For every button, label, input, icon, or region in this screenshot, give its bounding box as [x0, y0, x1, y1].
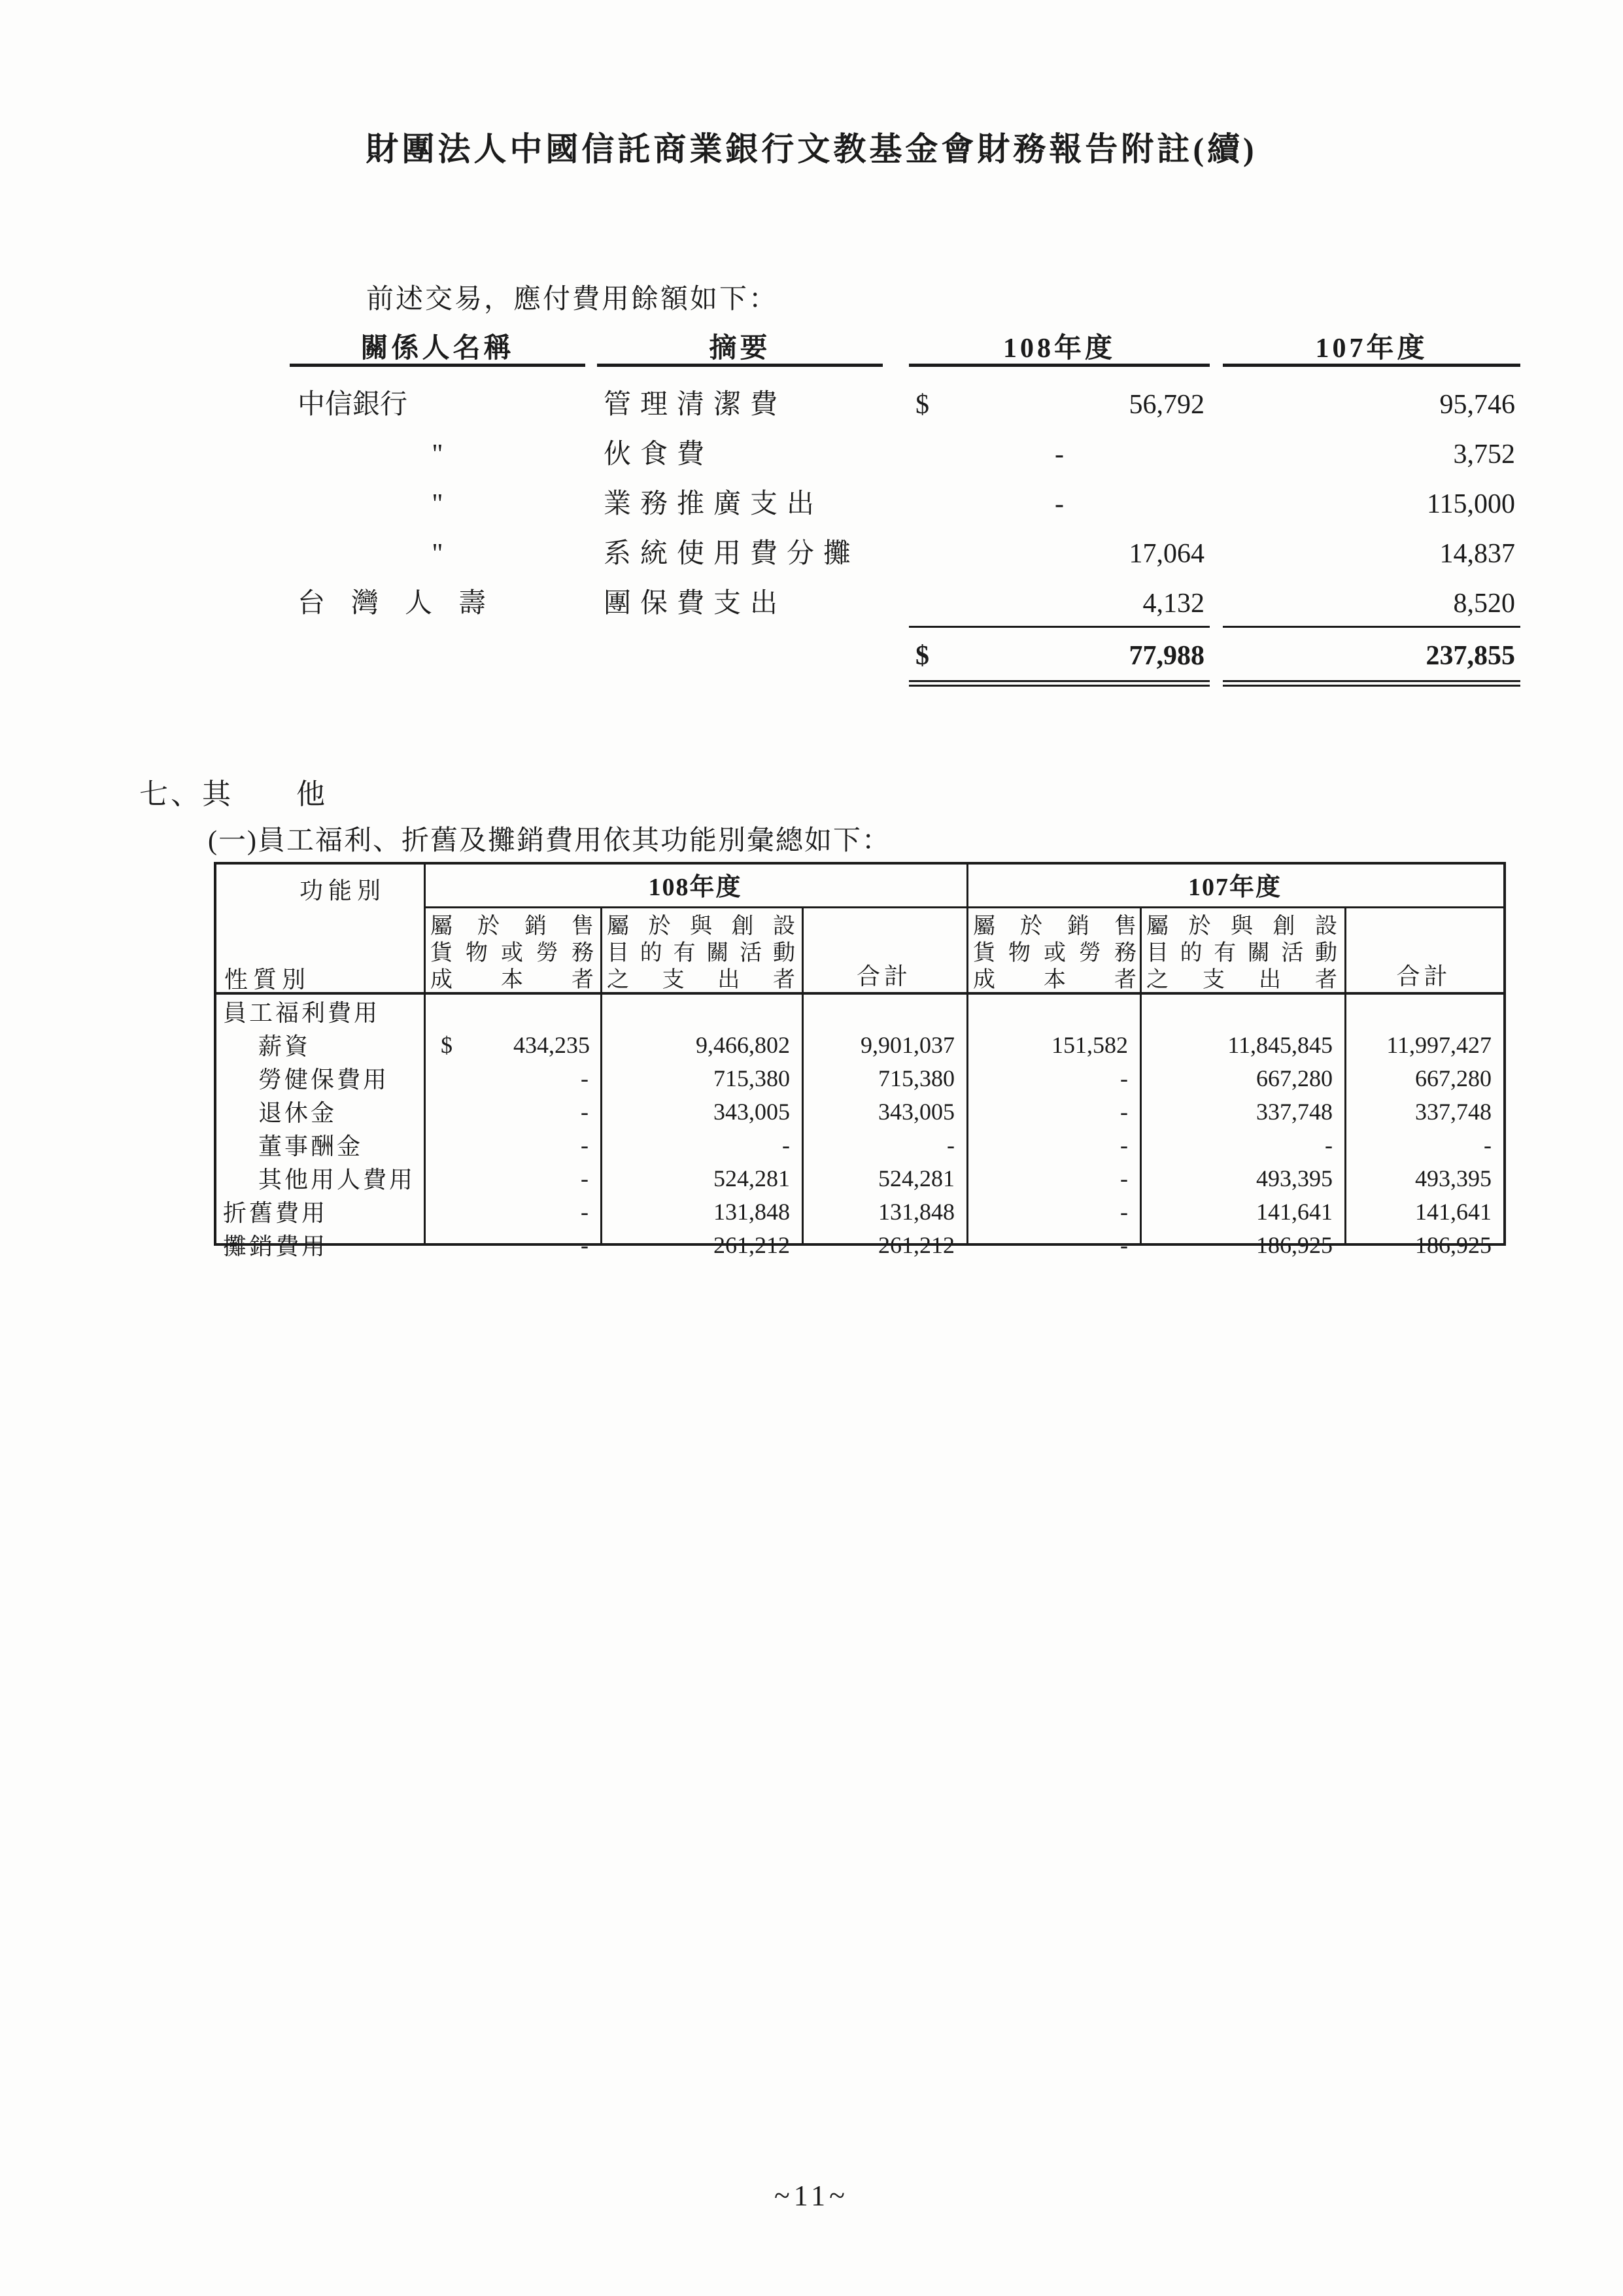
- subheader-purpose-107: [1146, 913, 1337, 993]
- cell: -: [581, 1131, 589, 1158]
- cell: 343,005: [713, 1098, 790, 1125]
- table-row: [216, 995, 1503, 1028]
- cell: 131,848: [713, 1198, 790, 1225]
- table-row: [216, 1128, 1503, 1161]
- corner-label-function: 功能別: [299, 878, 386, 904]
- cell: 151,582: [1051, 1031, 1128, 1058]
- grid-line: [424, 906, 1503, 908]
- subheader-total-107: 合計: [1396, 963, 1452, 989]
- cell: 186,925: [1256, 1231, 1333, 1258]
- ditto-mark: ": [432, 539, 443, 569]
- cell: -: [581, 1231, 589, 1258]
- cell: 11,845,845: [1227, 1031, 1333, 1058]
- ditto-mark: ": [432, 439, 443, 470]
- table-row: [216, 1161, 1503, 1195]
- cell: 11,997,427: [1386, 1031, 1492, 1058]
- table-row: [290, 579, 1526, 628]
- amount-107: 8,520: [1453, 589, 1515, 619]
- page-number: ~11~: [774, 2180, 849, 2212]
- amount-108: 4,132: [1142, 589, 1204, 619]
- cell: 337,748: [1256, 1098, 1333, 1125]
- subheader-line: 屬於銷售: [973, 914, 1136, 938]
- row-label: 折舊費用: [223, 1200, 328, 1226]
- subheader-line: 屬於與創設: [1146, 914, 1337, 938]
- column-header-year-108: 108年度: [909, 324, 1210, 367]
- cell: [424, 1031, 600, 1059]
- cell: -: [1120, 1065, 1128, 1091]
- subheader-total-108: 合計: [856, 963, 912, 989]
- cell: -: [782, 1131, 790, 1158]
- amount-value: 56,792: [1129, 390, 1204, 420]
- total-amount-108: [909, 630, 1210, 682]
- amount-107: 115,000: [1427, 489, 1515, 519]
- page-title: 財團法人中國信託商業銀行文教基金會財務報告附註(續): [366, 131, 1257, 167]
- cell: 524,281: [878, 1165, 955, 1191]
- table-row: [216, 1228, 1503, 1261]
- cell: 186,925: [1415, 1231, 1492, 1258]
- row-label: 薪資: [258, 1033, 311, 1059]
- subheader-cost-107: [973, 913, 1136, 993]
- cell: -: [581, 1065, 589, 1091]
- amount-107: 95,746: [1439, 390, 1515, 420]
- cell: 261,212: [878, 1231, 955, 1258]
- subheader-line: 成本者: [973, 968, 1136, 992]
- cell: -: [1120, 1098, 1128, 1125]
- cell: -: [1120, 1198, 1128, 1225]
- total-amount-107: 237,855: [1426, 641, 1515, 671]
- cell: -: [1120, 1231, 1128, 1258]
- section-subheading: (一)員工福利、折舊及攤銷費用依其功能別彙總如下：: [208, 826, 891, 856]
- table-row: [216, 1028, 1503, 1061]
- party-name: 中信銀行: [298, 390, 408, 420]
- subheader-line: 之支出者: [1146, 968, 1337, 992]
- amount-value: 434,235: [513, 1031, 590, 1058]
- cell: 337,748: [1415, 1098, 1492, 1125]
- column-header-party: 關係人名稱: [290, 324, 585, 367]
- section-heading: 七、其 他: [139, 778, 328, 810]
- amount-107: 14,837: [1439, 539, 1515, 569]
- cell: 261,212: [713, 1231, 790, 1258]
- subheader-cost-108: [430, 913, 594, 993]
- subheader-line: 貨物或勞務: [973, 941, 1136, 965]
- cell: 524,281: [713, 1165, 790, 1191]
- summary-text: 系統使用費分攤: [604, 539, 861, 569]
- cell: 715,380: [713, 1065, 790, 1091]
- subheader-line: 屬於銷售: [430, 914, 594, 938]
- amount-107: 3,752: [1453, 439, 1515, 470]
- payables-intro-text: 前述交易，應付費用餘額如下：: [366, 284, 779, 315]
- amount-108: [909, 380, 1210, 430]
- cell: -: [1325, 1131, 1333, 1158]
- subheader-line: 目的有關活動: [1146, 941, 1337, 965]
- corner-label-nature: 性質別: [224, 967, 311, 993]
- party-name: 台灣人壽: [298, 589, 513, 619]
- table-body: [216, 995, 1503, 1259]
- table-row: [290, 430, 1526, 479]
- subheader-line: 之支出者: [607, 968, 795, 992]
- cell: -: [581, 1198, 589, 1225]
- table-row: [216, 1195, 1503, 1228]
- cell: 9,466,802: [696, 1031, 790, 1058]
- currency-sign: $: [915, 390, 929, 420]
- cell: 493,395: [1256, 1165, 1333, 1191]
- row-label: 董事酬金: [258, 1133, 364, 1159]
- currency-sign: $: [441, 1031, 453, 1058]
- summary-text: 團保費支出: [604, 589, 787, 619]
- row-label: 攤銷費用: [223, 1233, 328, 1259]
- cell: 667,280: [1415, 1065, 1492, 1091]
- grand-total-double-rule-107: [1223, 680, 1520, 687]
- row-label: 其他用人費用: [258, 1167, 416, 1193]
- cell: -: [947, 1131, 955, 1158]
- table-row: [216, 1061, 1503, 1095]
- summary-text: 管理清潔費: [604, 390, 787, 420]
- currency-sign: $: [915, 641, 929, 671]
- subheader-line: 成本者: [430, 968, 594, 992]
- payables-table: [290, 324, 1526, 691]
- function-expense-table: [214, 862, 1506, 1259]
- column-header-year-107: 107年度: [1223, 324, 1520, 367]
- subheader-purpose-108: [607, 913, 795, 993]
- cell: -: [1120, 1131, 1128, 1158]
- subtotal-rule-108: [909, 626, 1210, 628]
- table-row: [290, 529, 1526, 579]
- amount-108: -: [1055, 439, 1064, 470]
- cell: 493,395: [1415, 1165, 1492, 1191]
- cell: 141,641: [1415, 1198, 1492, 1225]
- total-row: [290, 630, 1526, 682]
- cell: -: [581, 1165, 589, 1191]
- row-label: 勞健保費用: [258, 1067, 390, 1093]
- cell: 9,901,037: [861, 1031, 955, 1058]
- subheader-line: 目的有關活動: [607, 941, 795, 965]
- cell: 131,848: [878, 1198, 955, 1225]
- summary-text: 伙食費: [604, 439, 714, 470]
- subheader-line: 貨物或勞務: [430, 941, 594, 965]
- cell: 141,641: [1256, 1198, 1333, 1225]
- subheader-line: 屬於與創設: [607, 914, 795, 938]
- grand-total-double-rule-108: [909, 680, 1210, 687]
- table-row: [290, 479, 1526, 529]
- cell: 715,380: [878, 1065, 955, 1091]
- row-label: 退休金: [258, 1100, 337, 1126]
- row-label: 員工福利費用: [223, 1000, 381, 1026]
- amount-108: 17,064: [1129, 539, 1204, 569]
- table-row: [290, 380, 1526, 430]
- table-row: [216, 1095, 1503, 1128]
- cell: 343,005: [878, 1098, 955, 1125]
- cell: -: [1484, 1131, 1492, 1158]
- column-header-summary: 摘要: [597, 324, 883, 367]
- cell: -: [581, 1098, 589, 1125]
- amount-108: -: [1055, 489, 1064, 519]
- summary-text: 業務推廣支出: [604, 489, 824, 519]
- year-header-107: 107年度: [1187, 874, 1282, 901]
- cell: -: [1120, 1165, 1128, 1191]
- ditto-mark: ": [432, 489, 443, 519]
- cell: 667,280: [1256, 1065, 1333, 1091]
- subtotal-rule-107: [1223, 626, 1520, 628]
- total-value: 77,988: [1129, 641, 1204, 671]
- year-header-108: 108年度: [648, 874, 742, 901]
